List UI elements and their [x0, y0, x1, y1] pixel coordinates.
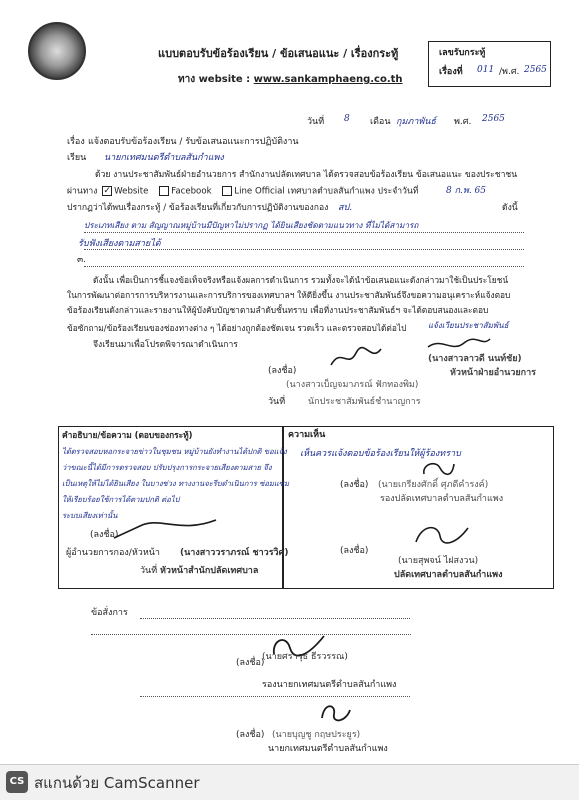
header-title: แบบตอบรับข้อร้องเรียน / ข้อเสนอแนะ / เรื่องกระทู้ [158, 47, 399, 60]
facebook-option: Facebook [171, 186, 212, 197]
receipt-year: 2565 [524, 65, 547, 75]
body-line3: ปรากฏว่าได้พบเรื่องกระทู้ / ข้อร้องเรียนที่เกี่ยวกับการปฏิบัติงานของกอง [67, 203, 329, 213]
date-month-label: เดือน [370, 117, 391, 127]
opinion-role1: รองปลัดเทศบาลตำบลสันกำแพง [380, 494, 504, 504]
date-year: 2565 [482, 114, 505, 124]
item3-label: ๓. [77, 255, 87, 265]
closing-text: จึงเรียนมาเพื่อโปรดพิจารณาดำเนินการ [93, 340, 238, 350]
answer-line-3: เป็นเหตุให้ไม่ได้ยินเสียง ในบางช่วง ทางงานจะรีบดำเนินการ ซ่อมแซม [62, 479, 289, 488]
orders-line-1 [140, 618, 410, 619]
receipt-box [428, 41, 551, 87]
orders-label: ข้อสั่งการ [91, 608, 128, 618]
orders-role1: รองนายกเทศมนตรีตำบลสันกำแพง [262, 680, 397, 690]
website-checkbox[interactable]: ✓ [103, 186, 111, 196]
handwritten-note: แจ้งเวียนประชาสัมพันธ์ [428, 321, 509, 330]
channel-row [67, 186, 418, 198]
website-link[interactable]: www.sankamphaeng.co.th [253, 74, 403, 85]
opinion-name1: (นายเกรียงศักดิ์ ศุภดีคำรงค์) [378, 480, 489, 490]
sign-top-label: (ลงชื่อ) [268, 366, 297, 376]
item2-text: รับฟังเสียงตามสายได้ [78, 239, 161, 249]
orders-sign-label: (ลงชื่อ) [236, 658, 265, 668]
answer-box-title: คำอธิบาย/ข้อความ (ตอบของกระทู้) [62, 430, 193, 440]
orders-name1: (นายศราวุธ ธีรวรรณ) [262, 652, 348, 662]
camscanner-text: สแกนด้วย CamScanner [34, 774, 200, 792]
opinion-title: ความเห็น [288, 430, 326, 440]
channel-label: ผ่านทาง [67, 186, 98, 197]
answer-head-name: (นางสาววราภรณ์ ชาวรวิศ) [180, 548, 289, 558]
answer-line-5: ระบบเสียงเท่านั้น [62, 511, 118, 520]
date-day-label: วันที่ [307, 117, 325, 127]
date-month: กุมภาพันธ์ [396, 117, 436, 127]
answer-sign-label: (ลงชื่อ) [90, 530, 119, 540]
opinion-name2: (นายสุพจน์ ไฝสงวน) [398, 556, 479, 566]
sign-top-role2: หัวหน้าฝ่ายอำนวยการ [450, 368, 537, 378]
receipt-label: เลขรับกระทู้ [439, 48, 486, 58]
orders-sign-label2: (ลงชื่อ) [236, 730, 265, 740]
camscanner-footer [0, 764, 579, 800]
recipient-label: เรียน [67, 153, 87, 163]
opinion-sign-label: (ลงชื่อ) [340, 480, 369, 490]
para-line3: ข้อร้องเรียนดังกล่าวและรายงานให้ผู้บังคับบัญชาตามลำดับชั้นทราบ เพื่อที่งานประชาสัมพันธ์ฯ จะได้ตอบสนองและตอบ [67, 305, 489, 315]
signature-pr-officer [326, 345, 386, 371]
signature-admin-head [424, 333, 494, 355]
opinion-sign-label2: (ลงชื่อ) [340, 546, 369, 556]
recipient-text: นายกเทศมนตรีตำบลสันกำแพง [104, 153, 224, 163]
para-line4: ข้อซักถาม/ข้อร้องเรียนของช่องทางต่าง ๆ ได้อย่างถูกต้องชัดเจน รวดเร็ว และตรวจสอบได้ต่อไป [67, 323, 407, 333]
body-line3-end: ดังนี้ [502, 203, 518, 213]
signature-deputy-clerk [418, 458, 458, 480]
date-year-label: พ.ศ. [454, 117, 472, 127]
channel-date: 8 ก.พ. 65 [446, 186, 487, 196]
item1-text: ประเภทเสียง ตาม สัญญาณหมู่บ้านมีปัญหาไม่ปรากฏ ได้ยินเสียงชัดตามแนวทาง ที่ไม่ได้สามารถ [84, 220, 419, 230]
item1-line [84, 232, 524, 233]
orders-line-2 [91, 634, 411, 635]
subject-text: แจ้งตอบรับข้อร้องเรียน / รับข้อเสนอแนะการปฏิบัติงาน [88, 137, 299, 147]
website-option: Website [114, 186, 149, 197]
facebook-checkbox[interactable] [159, 186, 169, 196]
line-option: Line Official เทศบาลตำบลสันกำแพง ประจำวันที่ [234, 186, 419, 197]
opinion-role2: ปลัดเทศบาลตำบลสันกำแพง [394, 570, 503, 580]
signature-office-head [110, 514, 220, 544]
subject-label: เรื่อง [67, 137, 85, 147]
signature-municipal-clerk [412, 520, 472, 548]
sign-top-date-label: วันที่ [268, 397, 286, 407]
orders-line-3 [140, 696, 410, 697]
municipality-seal-logo [28, 22, 86, 80]
date-day: 8 [344, 114, 350, 124]
dept-name: สป. [338, 203, 353, 213]
body-line1: ด้วย งานประชาสัมพันธ์ฝ่ายอำนวยการ สำนักงานปลัดเทศบาล ได้ตรวจสอบข้อร้องเรียน ข้อเสนอแนะ ของประชาชน [95, 170, 518, 180]
receipt-year-label: /พ.ศ. [499, 67, 520, 77]
para-line2: ในการพัฒนาต่อการการบริหารงานและการบริการของเทศบาลฯ ให้ดียิ่งขึ้น งานประชาสัมพันธ์จึงขอความอนุเคราะห์แจ้งตอบ [67, 290, 511, 300]
answer-line-2: ว่าขณะนี้ได้มีการตรวจสอบ ปรับปรุงการกระจายเสียงตามสาย จึง [62, 463, 272, 472]
orders-name2: (นายบุญชู กฤษประยูร) [272, 730, 361, 740]
signature-mayor [316, 700, 356, 724]
website-prefix: ทาง website : [178, 74, 254, 85]
receipt-no-label: เรื่องที่ [439, 67, 463, 77]
header-website [178, 74, 403, 85]
item3-line [84, 266, 524, 267]
sign-top-name2: (นางสาวลาวดี นนท์ชัย) [428, 354, 522, 364]
answer-line-1: ได้ตรวจสอบหอกระจายข่าวในชุมชน หมู่บ้านยังทำงานได้ปกติ ขอแจ้ง [62, 447, 287, 456]
sign-top-role1: นักประชาสัมพันธ์ชำนาญการ [308, 397, 421, 407]
camscanner-logo-icon: CS [6, 771, 28, 793]
orders-role2: นายกเทศมนตรีตำบลสันกำแพง [268, 744, 388, 754]
para-line1: ดังนั้น เพื่อเป็นการชี้แจงข้อเท็จจริงหรือแจ้งผลการดำเนินการ รวมทั้งจะได้นำข้อเสนอแนะดังกล่าวมาใช้เป็นประโยชน์ [93, 275, 509, 285]
answer-head-label: ผู้อำนวยการกอง/หัวหน้า [66, 548, 160, 558]
answer-line-4: ให้เรียบร้อยใช้การได้ตามปกติ ต่อไป [62, 495, 180, 504]
receipt-number: 011 [477, 65, 495, 75]
answer-role: หัวหน้าสำนักปลัดเทศบาล [160, 566, 259, 576]
line-checkbox[interactable] [222, 186, 232, 196]
sign-top-name1: (นางสาวเบ็ญจมาภรณ์ ฟักทองพิม) [286, 380, 419, 390]
opinion-comment: เห็นควรแจ้งตอบข้อร้องเรียนให้ผู้ร้องทราบ [300, 449, 461, 459]
answer-date-label: วันที่ [140, 566, 158, 576]
